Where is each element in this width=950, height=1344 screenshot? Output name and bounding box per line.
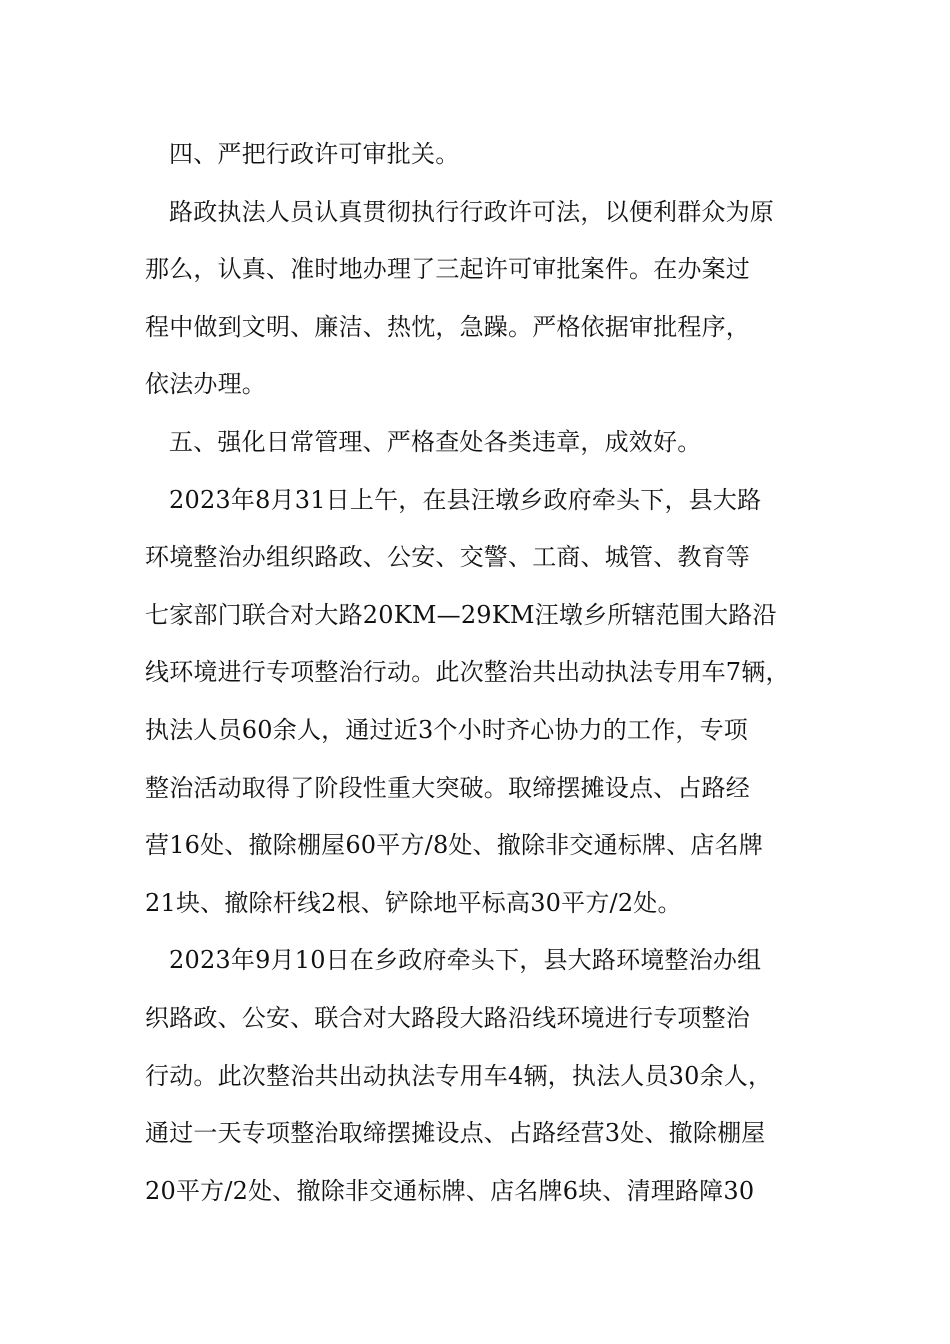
paragraph-line: 依法办理。 [145,370,266,399]
paragraph-line: 七家部门联合对大路20KM—29KM汪墩乡所辖范围大路沿 [145,600,777,629]
paragraph-line: 程中做到文明、廉洁、热忱，急躁。严格依据审批程序， [145,312,750,341]
paragraph-line: 2023年9月10日在乡政府牵头下，县大路环境整治办组 [169,946,762,975]
document-body [145,126,810,1220]
paragraph-line: 执法人员60余人，通过近3个小时齐心协力的工作，专项 [145,715,749,744]
section-heading-5: 五、强化日常管理、严格查处各类违章，成效好。 [169,427,702,456]
paragraph-line: 路政执法人员认真贯彻执行行政许可法，以便利群众为原 [169,197,774,226]
paragraph-line: 线环境进行专项整治行动。此次整治共出动执法专用车7辆， [145,658,790,687]
section-heading-4: 四、严把行政许可审批关。 [169,140,460,168]
paragraph-line: 那么，认真、准时地办理了三起许可审批案件。在办案过 [145,255,750,284]
paragraph-line: 2023年8月31日上午，在县汪墩乡政府牵头下，县大路 [169,485,762,514]
paragraph-line: 通过一天专项整治取缔摆摊设点、占路经营3处、撤除棚屋 [145,1119,766,1148]
paragraph-line: 行动。此次整治共出动执法专用车4辆，执法人员30余人， [145,1061,773,1090]
paragraph-line: 织路政、公安、联合对大路段大路沿线环境进行专项整治 [145,1003,750,1032]
paragraph-line: 营16处、撤除棚屋60平方/8处、撤除非交通标牌、店名牌 [145,831,764,860]
paragraph-line: 21块、撤除杆线2根、铲除地平标高30平方/2处。 [145,888,682,917]
paragraph-line: 整治活动取得了阶段性重大突破。取缔摆摊设点、占路经 [145,773,750,802]
paragraph-line: 环境整治办组织路政、公安、交警、工商、城管、教育等 [145,543,750,572]
paragraph-line: 20平方/2处、撤除非交通标牌、店名牌6块、清理路障30 [145,1176,755,1205]
